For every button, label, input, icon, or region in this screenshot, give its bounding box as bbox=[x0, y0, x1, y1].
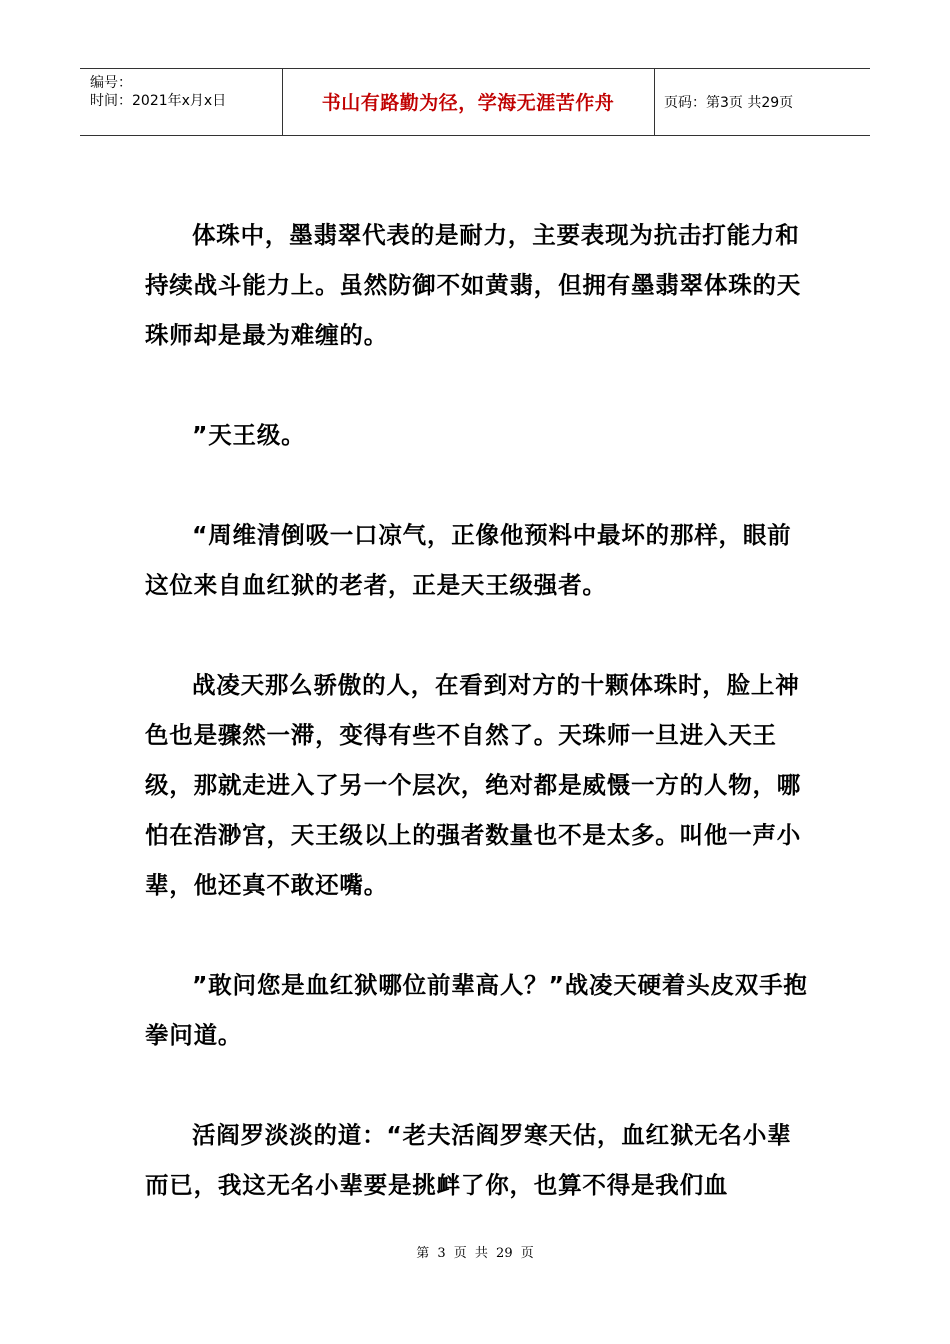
header-left-cell bbox=[80, 69, 283, 135]
paragraph: 体珠中，墨翡翠代表的是耐力，主要表现为抗击打能力和持续战斗能力上。虽然防御不如黄翡，但拥有墨翡翠体珠的天珠师却是最为难缠的。 bbox=[145, 221, 802, 349]
number-label: 编号： bbox=[90, 75, 132, 91]
document-body bbox=[145, 210, 815, 1260]
paragraph: 战凌天那么骄傲的人，在看到对方的十颗体珠时，脸上神色也是骤然一滞，变得有些不自然了。天珠师一旦进入天王级，那就走进入了另一个层次，绝对都是威慑一方的人物，哪怕在浩渺宫，天王级以上的强者数量也不是太多。叫他一声小辈，他还真不敢还嘴。 bbox=[145, 671, 802, 899]
header-motto: 书山有路勤为径，学海无涯苦作舟 bbox=[321, 92, 615, 114]
paragraph: “周维清倒吸一口凉气，正像他预料中最坏的那样，眼前这位来自血红狱的老者，正是天王级强者。 bbox=[145, 521, 792, 599]
header-right-cell bbox=[654, 69, 870, 135]
time-label: 时间：2021年x月x日 bbox=[90, 93, 227, 109]
header-motto-cell bbox=[282, 69, 655, 135]
paragraph: ”敢问您是血红狱哪位前辈高人？”战凌天硬着头皮双手抱拳问道。 bbox=[145, 971, 808, 1049]
paragraph: 活阎罗淡淡的道：“老夫活阎罗寒天估，血红狱无名小辈而已，我这无名小辈要是挑衅了你，也算不得是我们血 bbox=[145, 1121, 792, 1199]
paragraph: ”天王级。 bbox=[192, 421, 306, 449]
page-info: 页码：第3页 共29页 bbox=[664, 95, 794, 111]
page-footer: 第 3 页 共 29 页 bbox=[416, 1246, 534, 1261]
document-header bbox=[80, 68, 870, 136]
